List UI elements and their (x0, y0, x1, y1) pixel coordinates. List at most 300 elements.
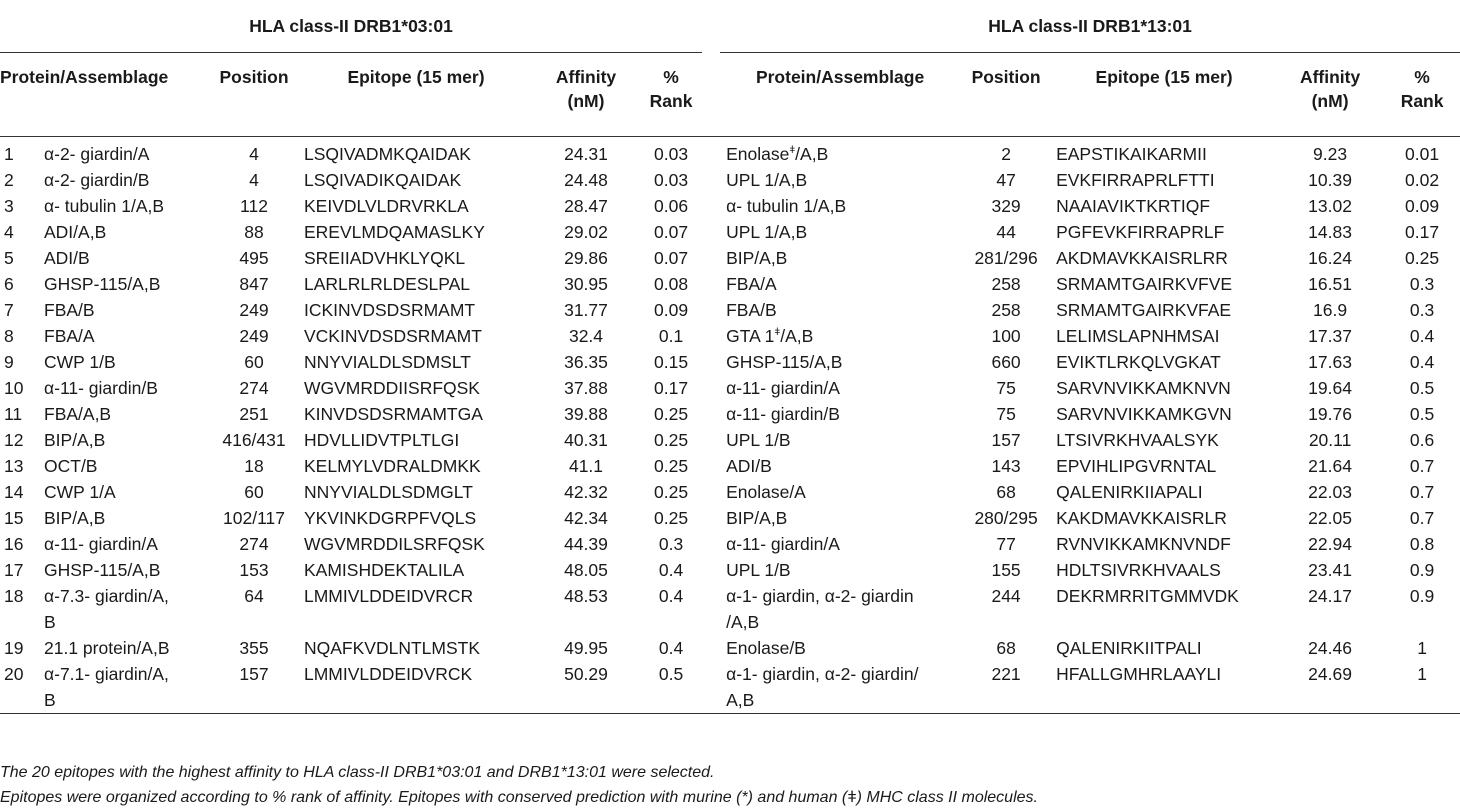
affinity-cell-left: 41.1 (568, 456, 604, 476)
row-number: 2 (4, 170, 14, 190)
position-cell-left: 4 (249, 170, 259, 190)
rank-cell-left: 0.03 (654, 144, 689, 164)
table-body (0, 137, 1460, 714)
position-cell-left: 4 (249, 144, 259, 164)
affinity-cell-left: 30.95 (564, 274, 608, 294)
table-row (0, 375, 1460, 401)
col-header-rank-right (1384, 53, 1460, 137)
col-header-affinity-right (1276, 53, 1384, 137)
position-cell-left: 274 (239, 378, 269, 398)
rank-cell-right: 0.9 (1409, 586, 1435, 606)
protein-name: α-2- giardin/B (44, 170, 150, 190)
affinity-cell-right: 16.24 (1308, 248, 1352, 268)
protein-name: UPL 1/A,B (726, 222, 808, 242)
affinity-cell-left: 48.53 (564, 586, 608, 606)
protein-cell-right (720, 219, 960, 245)
table-row (0, 479, 1460, 505)
position-cell-left: 249 (239, 300, 269, 320)
column-gap (702, 245, 720, 271)
row-number: 17 (4, 560, 24, 580)
row-number: 8 (4, 326, 14, 346)
table-row (0, 271, 1460, 297)
col-header-affinity-left (532, 53, 640, 137)
affinity-cell-right: 24.46 (1308, 638, 1352, 658)
col-header-epitope-left: Epitope (15 mer) (300, 53, 532, 137)
position-cell-right: 100 (991, 326, 1021, 346)
row-number: 13 (4, 456, 24, 476)
table-row (0, 427, 1460, 453)
position-cell-right: 47 (996, 170, 1016, 190)
epitope-cell-left: WGVMRDDILSRFQSK (304, 534, 485, 554)
rank-cell-right: 0.4 (1409, 326, 1435, 346)
protein-cell-left (38, 297, 208, 323)
rank-cell-left: 0.4 (658, 638, 684, 658)
protein-name: GHSP-115/A,B (44, 274, 161, 294)
affinity-cell-right: 17.37 (1308, 326, 1352, 346)
protein-cell-right (720, 557, 960, 583)
protein-cell-right (720, 505, 960, 531)
epitope-cell-right: EVIKTLRKQLVGKAT (1056, 352, 1221, 372)
rank-cell-left: 0.07 (654, 222, 689, 242)
affinity-cell-right: 19.76 (1308, 404, 1352, 424)
epitope-cell-right: DEKRMRRITGMMVDK (1056, 586, 1239, 606)
affinity-cell-right: 21.64 (1308, 456, 1352, 476)
rank-cell-right: 0.17 (1405, 222, 1440, 242)
affinity-cell-right: 9.23 (1313, 144, 1348, 164)
protein-cell-right (720, 271, 960, 297)
affinity-cell-right: 20.11 (1308, 430, 1352, 450)
protein-cell-right (720, 323, 960, 349)
protein-name: FBA/A,B (44, 404, 112, 424)
rank-cell-right: 0.7 (1409, 508, 1435, 528)
protein-cell-left (38, 375, 208, 401)
epitope-cell-right: HDLTSIVRKHVAALS (1056, 560, 1221, 580)
rank-cell-left: 0.25 (654, 430, 689, 450)
position-cell-left: 88 (244, 222, 264, 242)
protein-cell-right (720, 583, 960, 635)
rank-cell-left: 0.3 (658, 534, 684, 554)
rank-cell-right: 0.6 (1409, 430, 1435, 450)
epitope-cell-right: SRMAMTGAIRKVFVE (1056, 274, 1233, 294)
affinity-cell-left: 40.31 (564, 430, 608, 450)
row-number: 9 (4, 352, 14, 372)
affinity-cell-right: 14.83 (1308, 222, 1352, 242)
col-header-position-right: Position (960, 53, 1052, 137)
rank-cell-left: 0.09 (654, 300, 689, 320)
epitope-cell-left: SREIIADVHKLYQKL (304, 248, 466, 268)
protein-name: ADI/A,B (44, 222, 107, 242)
rank-label-2: Rank (649, 91, 693, 111)
protein-name: BIP/A,B (726, 248, 788, 268)
col-header-protein-left: Protein/Assemblage (0, 53, 208, 137)
protein-name: α-11- giardin/A (726, 378, 840, 398)
epitope-cell-right: QALENIRKIITPALI (1056, 638, 1202, 658)
position-cell-left: 64 (244, 586, 264, 606)
epitope-cell-left: WGVMRDDIISRFQSK (304, 378, 480, 398)
rank-cell-right: 1 (1417, 664, 1427, 684)
position-cell-right: 281/296 (974, 248, 1038, 268)
note-line: Epitopes were organized according to % rank of affinity. Epitopes with conserved prediction with murine (*) and human (ǂ) MHC class II molecules. (0, 789, 1038, 806)
protein-name: ADI/B (44, 248, 90, 268)
column-gap (702, 583, 720, 635)
column-gap (702, 323, 720, 349)
affinity-cell-right: 16.51 (1308, 274, 1352, 294)
group-header-drb1-0301: HLA class-II DRB1*03:01 (0, 0, 702, 53)
epitope-cell-left: KEIVDLVLDRVRKLA (304, 196, 469, 216)
position-cell-right: 258 (991, 300, 1021, 320)
affinity-label: Affinity (1299, 67, 1361, 87)
protein-name: CWP 1/A (44, 482, 116, 502)
position-cell-right: 143 (991, 456, 1021, 476)
rank-cell-right: 0.4 (1409, 352, 1435, 372)
affinity-cell-right: 22.05 (1308, 508, 1352, 528)
affinity-cell-left: 49.95 (564, 638, 608, 658)
epitope-cell-left: KELMYLVDRALDMKK (304, 456, 481, 476)
rank-cell-right: 0.01 (1405, 144, 1440, 164)
protein-cell-left (38, 427, 208, 453)
row-number: 12 (4, 430, 24, 450)
protein-cell-left (38, 219, 208, 245)
epitope-cell-right: EVKFIRRAPRLFTTI (1056, 170, 1215, 190)
position-cell-left: 102/117 (223, 508, 285, 528)
column-gap (702, 375, 720, 401)
position-cell-left: 251 (239, 404, 269, 424)
epitope-cell-left: LMMIVLDDEIDVRCK (304, 664, 473, 684)
epitope-cell-left: ICKINVDSDSRMAMT (304, 300, 476, 320)
affinity-cell-left: 24.31 (564, 144, 608, 164)
rank-cell-left: 0.4 (658, 586, 684, 606)
protein-cell-right (720, 635, 960, 661)
assemblage-suffix: /A,B (780, 326, 814, 346)
protein-cell-right (720, 401, 960, 427)
affinity-cell-right: 16.9 (1313, 300, 1348, 320)
protein-cell-right (720, 349, 960, 375)
group-header-drb1-1301: HLA class-II DRB1*13:01 (720, 0, 1460, 53)
epitope-cell-left: LSQIVADMKQAIDAK (304, 144, 471, 164)
table-row (0, 661, 1460, 714)
affinity-cell-left: 31.77 (564, 300, 608, 320)
affinity-cell-left: 24.48 (564, 170, 608, 190)
conserved-human-marker: ǂ (789, 145, 796, 157)
protein-name-cont: /A,B (726, 612, 760, 632)
rank-label-1: % (663, 67, 679, 87)
epitope-cell-right: HFALLGMHRLAAYLI (1056, 664, 1222, 684)
row-number: 1 (4, 144, 14, 164)
row-number: 6 (4, 274, 14, 294)
protein-name: OCT/B (44, 456, 98, 476)
epitope-cell-left: LARLRLRLDESLPAL (304, 274, 471, 294)
rank-cell-right: 0.8 (1409, 534, 1435, 554)
rank-cell-right: 1 (1417, 638, 1427, 658)
rank-cell-left: 0.17 (654, 378, 689, 398)
rank-cell-right: 0.9 (1409, 560, 1435, 580)
row-number: 14 (4, 482, 24, 502)
position-cell-left: 847 (239, 274, 269, 294)
column-gap (702, 635, 720, 661)
protein-cell-left (38, 271, 208, 297)
epitope-cell-left: KINVDSDSRMAMTGA (304, 404, 483, 424)
position-cell-right: 280/295 (974, 508, 1038, 528)
protein-name-cont: B (44, 612, 56, 632)
rank-cell-right: 0.25 (1405, 248, 1440, 268)
rank-cell-left: 0.4 (658, 560, 684, 580)
affinity-cell-left: 28.47 (564, 196, 608, 216)
protein-name: BIP/A,B (44, 508, 106, 528)
epitope-cell-left: NNYVIALDLSDMSLT (304, 352, 471, 372)
protein-name: α-11- giardin/B (726, 404, 840, 424)
position-cell-left: 112 (240, 196, 268, 216)
affinity-cell-left: 42.34 (564, 508, 608, 528)
protein-cell-left (38, 505, 208, 531)
protein-name: α-7.1- giardin/A, (44, 664, 169, 684)
protein-cell-left (38, 531, 208, 557)
affinity-cell-left: 29.02 (564, 222, 608, 242)
epitope-cell-right: RVNVIKKAMKNVNDF (1056, 534, 1231, 554)
epitope-cell-right: AKDMAVKKAISRLRR (1056, 248, 1228, 268)
position-cell-right: 258 (991, 274, 1021, 294)
protein-cell-left (38, 479, 208, 505)
table-row (0, 583, 1460, 635)
affinity-cell-right: 19.64 (1308, 378, 1352, 398)
epitope-cell-left: EREVLMDQAMASLKY (304, 222, 485, 242)
column-gap (702, 453, 720, 479)
position-cell-right: 329 (991, 196, 1021, 216)
protein-name: UPL 1/B (726, 430, 791, 450)
row-number: 16 (4, 534, 24, 554)
affinity-cell-left: 36.35 (564, 352, 608, 372)
protein-cell-right (720, 193, 960, 219)
epitope-cell-left: LSQIVADIKQAIDAK (304, 170, 462, 190)
protein-name: α-11- giardin/A (726, 534, 840, 554)
epitope-cell-left: HDVLLIDVTPLTLGI (304, 430, 460, 450)
epitope-cell-right: NAAIAVIKTKRTIQF (1056, 196, 1211, 216)
epitope-cell-right: LTSIVRKHVAALSYK (1056, 430, 1219, 450)
position-cell-right: 244 (991, 586, 1021, 606)
epitope-cell-left: NNYVIALDLSDMGLT (304, 482, 473, 502)
affinity-label: Affinity (555, 67, 617, 87)
table-row (0, 219, 1460, 245)
protein-name: α- tubulin 1/A,B (726, 196, 847, 216)
protein-name: FBA/A (726, 274, 777, 294)
protein-name: Enolase/B (726, 638, 806, 658)
rank-cell-right: 0.5 (1409, 404, 1435, 424)
rank-cell-left: 0.25 (654, 482, 689, 502)
protein-name: FBA/A (44, 326, 95, 346)
column-gap (702, 271, 720, 297)
assemblage-suffix: /A,B (795, 144, 829, 164)
affinity-cell-left: 37.88 (564, 378, 608, 398)
position-cell-right: 68 (996, 638, 1016, 658)
protein-cell-right (720, 375, 960, 401)
column-gap (702, 479, 720, 505)
protein-cell-right (720, 479, 960, 505)
rank-cell-left: 0.25 (654, 456, 689, 476)
table-row (0, 349, 1460, 375)
protein-cell-left (38, 245, 208, 271)
row-number: 15 (4, 508, 24, 528)
protein-name: 21.1 protein/A,B (44, 638, 170, 658)
protein-name: α-1- giardin, α-2- giardin (726, 586, 914, 606)
rank-cell-left: 0.06 (654, 196, 689, 216)
protein-cell-left (38, 557, 208, 583)
protein-name: ADI/B (726, 456, 772, 476)
affinity-cell-right: 22.94 (1308, 534, 1352, 554)
column-gap (702, 137, 720, 168)
epitope-cell-right: SRMAMTGAIRKVFAE (1056, 300, 1232, 320)
rank-cell-right: 0.5 (1409, 378, 1435, 398)
affinity-cell-right: 22.03 (1308, 482, 1352, 502)
protein-name: GHSP-115/A,B (44, 560, 161, 580)
affinity-cell-right: 24.69 (1308, 664, 1352, 684)
affinity-unit: (nM) (567, 91, 605, 111)
rank-cell-left: 0.25 (654, 404, 689, 424)
epitope-cell-left: YKVINKDGRPFVQLS (304, 508, 477, 528)
rank-label-2: Rank (1400, 91, 1444, 111)
rank-cell-left: 0.25 (654, 508, 689, 528)
column-gap (702, 531, 720, 557)
epitope-cell-right: LELIMSLAPNHMSAI (1056, 326, 1220, 346)
protein-name-cont: B (44, 690, 56, 710)
position-cell-left: 153 (239, 560, 269, 580)
position-cell-left: 60 (244, 352, 264, 372)
affinity-cell-left: 48.05 (564, 560, 608, 580)
table-row (0, 453, 1460, 479)
position-cell-right: 157 (991, 430, 1021, 450)
table-row (0, 323, 1460, 349)
protein-cell-right (720, 137, 960, 168)
protein-name-cont: A,B (726, 690, 755, 710)
column-gap (702, 505, 720, 531)
protein-cell-left (38, 349, 208, 375)
rank-cell-left: 0.08 (654, 274, 689, 294)
position-cell-right: 75 (996, 378, 1016, 398)
epitope-cell-right: KAKDMAVKKAISRLR (1056, 508, 1227, 528)
protein-name: α-11- giardin/A (44, 534, 158, 554)
protein-cell-left (38, 661, 208, 714)
protein-cell-left (38, 401, 208, 427)
rank-cell-right: 0.3 (1409, 300, 1435, 320)
protein-cell-left (38, 453, 208, 479)
affinity-cell-right: 10.39 (1308, 170, 1352, 190)
protein-cell-left (38, 323, 208, 349)
protein-name: CWP 1/B (44, 352, 116, 372)
row-number: 4 (4, 222, 14, 242)
row-number: 11 (4, 404, 23, 424)
protein-cell-right (720, 453, 960, 479)
table-row (0, 505, 1460, 531)
protein-cell-left (38, 167, 208, 193)
epitope-cell-left: VCKINVDSDSRMAMT (304, 326, 482, 346)
table-notes (0, 760, 1038, 810)
row-number: 3 (4, 196, 14, 216)
position-cell-right: 221 (991, 664, 1021, 684)
protein-cell-right (720, 245, 960, 271)
rank-cell-left: 0.03 (654, 170, 689, 190)
protein-cell-left (38, 193, 208, 219)
affinity-cell-left: 44.39 (564, 534, 608, 554)
position-cell-right: 44 (996, 222, 1016, 242)
column-gap (702, 297, 720, 323)
rank-cell-right: 0.7 (1409, 456, 1435, 476)
affinity-cell-left: 50.29 (564, 664, 608, 684)
affinity-cell-right: 17.63 (1308, 352, 1352, 372)
epitope-cell-left: NQAFKVDLNTLMSTK (304, 638, 480, 658)
col-header-protein-right: Protein/Assemblage (720, 53, 960, 137)
table-row (0, 635, 1460, 661)
protein-name: α-1- giardin, α-2- giardin/ (726, 664, 919, 684)
column-gap (702, 661, 720, 714)
protein-name: Enolase (726, 144, 790, 164)
position-cell-left: 274 (239, 534, 269, 554)
table-row (0, 401, 1460, 427)
position-cell-right: 75 (996, 404, 1016, 424)
rank-label-1: % (1414, 67, 1430, 87)
protein-name: BIP/A,B (726, 508, 788, 528)
col-header-rank-left (640, 53, 702, 137)
affinity-cell-right: 23.41 (1308, 560, 1352, 580)
rank-cell-right: 0.7 (1409, 482, 1435, 502)
table-row (0, 297, 1460, 323)
protein-name: α-11- giardin/B (44, 378, 158, 398)
epitope-cell-right: PGFEVKFIRRAPRLF (1056, 222, 1225, 242)
protein-name: α-7.3- giardin/A, (44, 586, 169, 606)
affinity-cell-right: 24.17 (1308, 586, 1352, 606)
position-cell-right: 77 (996, 534, 1016, 554)
column-gap (702, 427, 720, 453)
position-cell-left: 416/431 (222, 430, 286, 450)
protein-name: α- tubulin 1/A,B (44, 196, 165, 216)
protein-name: GHSP-115/A,B (726, 352, 843, 372)
protein-name: GTA 1 (726, 326, 775, 346)
rank-cell-left: 0.1 (658, 326, 684, 346)
column-gap (702, 167, 720, 193)
protein-cell-left (38, 583, 208, 635)
column-gap (702, 193, 720, 219)
rank-cell-right: 0.09 (1405, 196, 1440, 216)
protein-name: FBA/B (726, 300, 777, 320)
position-cell-right: 2 (1001, 144, 1011, 164)
column-gap (702, 401, 720, 427)
position-cell-left: 60 (244, 482, 264, 502)
col-header-position-left: Position (208, 53, 300, 137)
protein-cell-right (720, 427, 960, 453)
table-row (0, 167, 1460, 193)
position-cell-right: 68 (996, 482, 1016, 502)
rank-cell-left: 0.15 (654, 352, 689, 372)
affinity-cell-right: 13.02 (1308, 196, 1352, 216)
position-cell-left: 249 (239, 326, 269, 346)
affinity-cell-left: 32.4 (568, 326, 604, 346)
affinity-cell-left: 29.86 (564, 248, 608, 268)
row-number: 19 (4, 638, 24, 658)
protein-name: UPL 1/A,B (726, 170, 808, 190)
table-row (0, 245, 1460, 271)
note-line: The 20 epitopes with the highest affinity to HLA class-II DRB1*03:01 and DRB1*13:01 were selected. (0, 764, 715, 781)
row-number: 20 (4, 664, 24, 684)
protein-name: FBA/B (44, 300, 95, 320)
row-number: 5 (4, 248, 14, 268)
rank-cell-right: 0.3 (1409, 274, 1435, 294)
protein-name: UPL 1/B (726, 560, 791, 580)
table-row (0, 193, 1460, 219)
protein-cell-right (720, 531, 960, 557)
protein-cell-left (38, 635, 208, 661)
column-gap (702, 557, 720, 583)
row-number: 10 (4, 378, 24, 398)
table-row (0, 557, 1460, 583)
epitope-cell-left: LMMIVLDDEIDVRCR (304, 586, 474, 606)
protein-name: α-2- giardin/A (44, 144, 150, 164)
